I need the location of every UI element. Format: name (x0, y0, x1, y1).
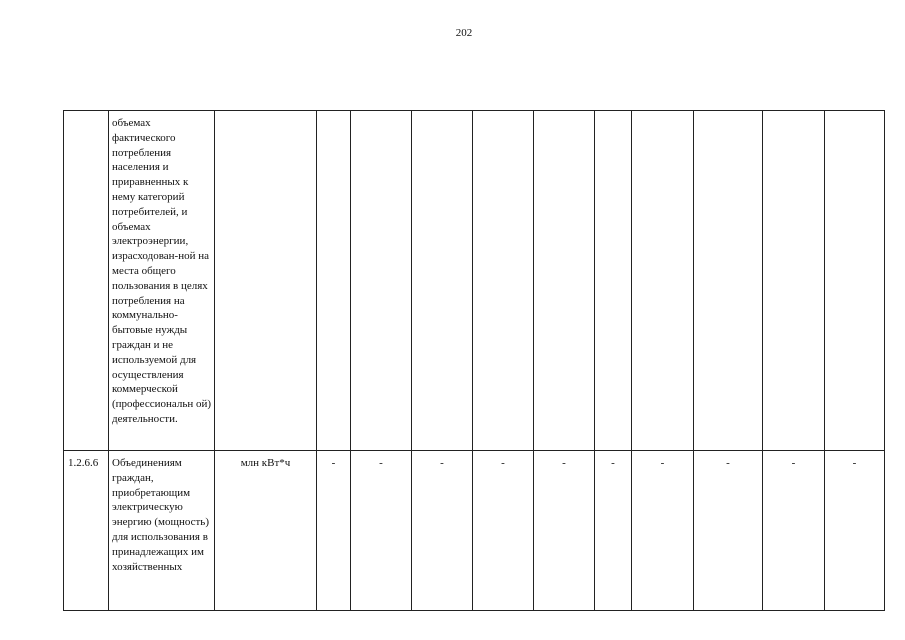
table-row (64, 451, 885, 611)
value-cell: - (412, 451, 473, 611)
row-unit-cell (215, 111, 317, 451)
data-table (63, 110, 885, 611)
row-name-cell (109, 451, 215, 611)
value-cell: - (763, 451, 825, 611)
table-row (64, 111, 885, 451)
value-cell (473, 111, 534, 451)
value-cell (763, 111, 825, 451)
value-cell (317, 111, 351, 451)
value-cell: - (473, 451, 534, 611)
value-cell (351, 111, 412, 451)
row-name-cell (109, 111, 215, 451)
value-cell (534, 111, 595, 451)
row-code-cell (64, 111, 109, 451)
row-name-text: объемах фактического потребления населения и приравненных к нему категорий потребителей, и объемах электроэнергии, израсходован-ной на места общего пользования в целях потребления на коммунально-бытовые нужды граждан и не используемой для осуществления коммерческой (профессиональн ой) деятельности. (112, 117, 212, 425)
value-cell (694, 111, 763, 451)
value-cell (412, 111, 473, 451)
row-unit-cell: млн кВт*ч (215, 451, 317, 611)
value-cell: - (694, 451, 763, 611)
value-cell (595, 111, 632, 451)
value-cell: - (534, 451, 595, 611)
value-cell: - (595, 451, 632, 611)
row-name-text: Объединениям граждан, приобретающим электрическую энергию (мощность) для использования в принадлежащих им хозяйственных (112, 457, 209, 573)
page-number: 202 (455, 27, 473, 39)
value-cell: - (632, 451, 694, 611)
row-code-cell: 1.2.6.6 (64, 451, 109, 611)
value-cell: - (351, 451, 412, 611)
value-cell: - (825, 451, 885, 611)
value-cell: - (317, 451, 351, 611)
value-cell (632, 111, 694, 451)
value-cell (825, 111, 885, 451)
